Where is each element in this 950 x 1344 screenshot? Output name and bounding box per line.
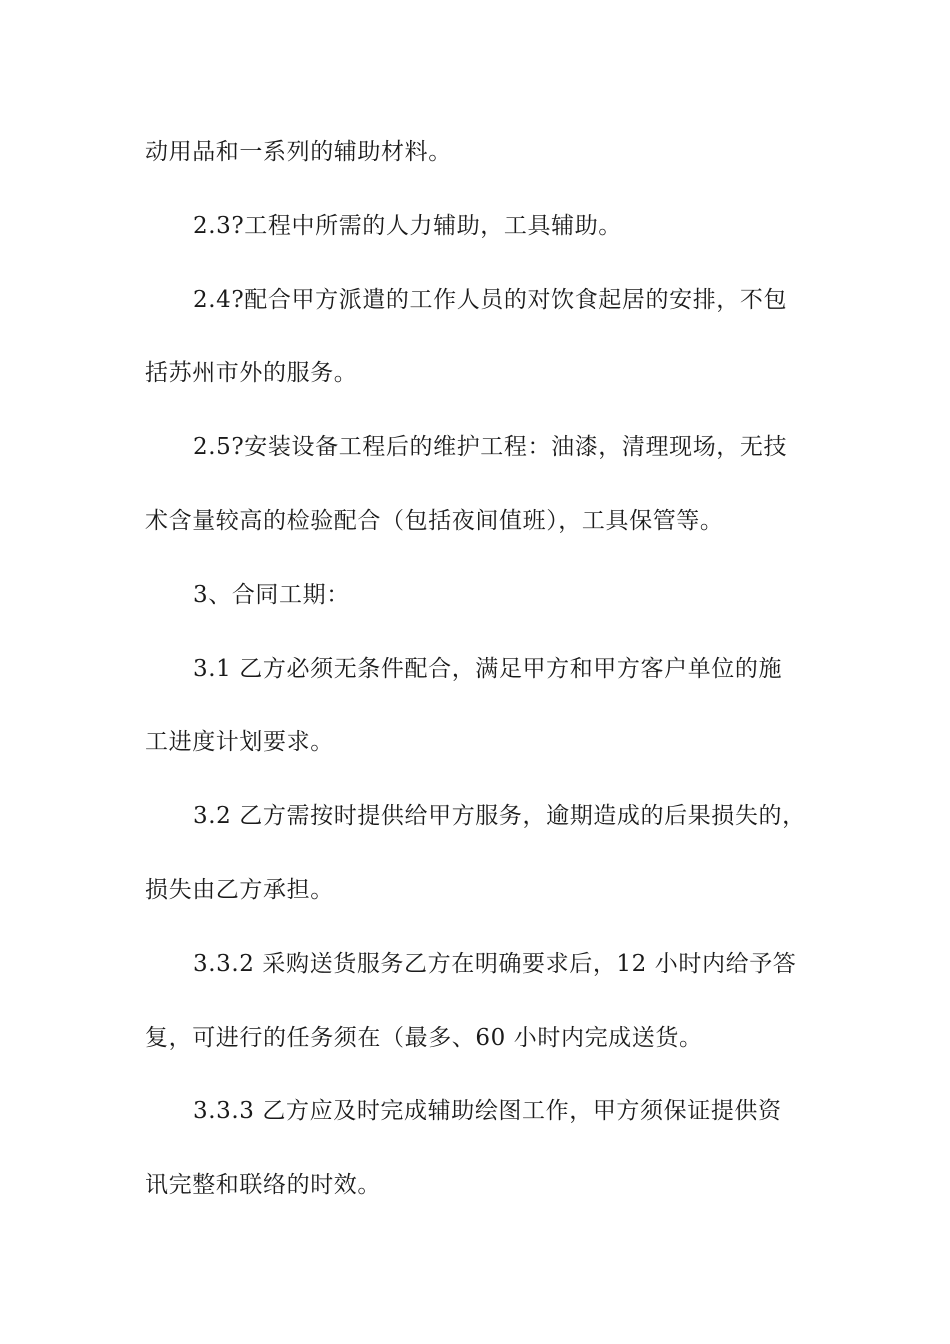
text-line: 2.5?安装设备工程后的维护工程：油漆，清理现场，无技 <box>193 434 788 461</box>
text-line: 3.3.3 乙方应及时完成辅助绘图工作，甲方须保证提供资 <box>193 1098 782 1125</box>
text-line: 2.3?工程中所需的人力辅助，工具辅助。 <box>193 212 622 239</box>
document-body <box>145 125 835 1232</box>
text-line: 括苏州市外的服务。 <box>145 360 358 387</box>
text-line: 讯完整和联络的时效。 <box>145 1172 381 1199</box>
text-line: 术含量较高的检验配合（包括夜间值班），工具保管等。 <box>145 507 724 534</box>
text-line: 3.2 乙方需按时提供给甲方服务，逾期造成的后果损失的， <box>193 803 806 830</box>
text-line: 3.1 乙方必须无条件配合，满足甲方和甲方客户单位的施 <box>193 655 783 682</box>
text-line: 工进度计划要求。 <box>145 729 334 756</box>
section-heading: 3、合同工期： <box>193 581 350 608</box>
text-line: 损失由乙方承担。 <box>145 876 334 903</box>
text-line: 3.3.2 采购送货服务乙方在明确要求后，12 小时内给予答 <box>193 950 797 977</box>
text-line: 动用品和一系列的辅助材料。 <box>145 139 452 165</box>
text-line: 复，可进行的任务须在（最多、60 小时内完成送货。 <box>145 1024 703 1051</box>
text-line: 2.4?配合甲方派遣的工作人员的对饮食起居的安排，不包 <box>193 286 788 313</box>
